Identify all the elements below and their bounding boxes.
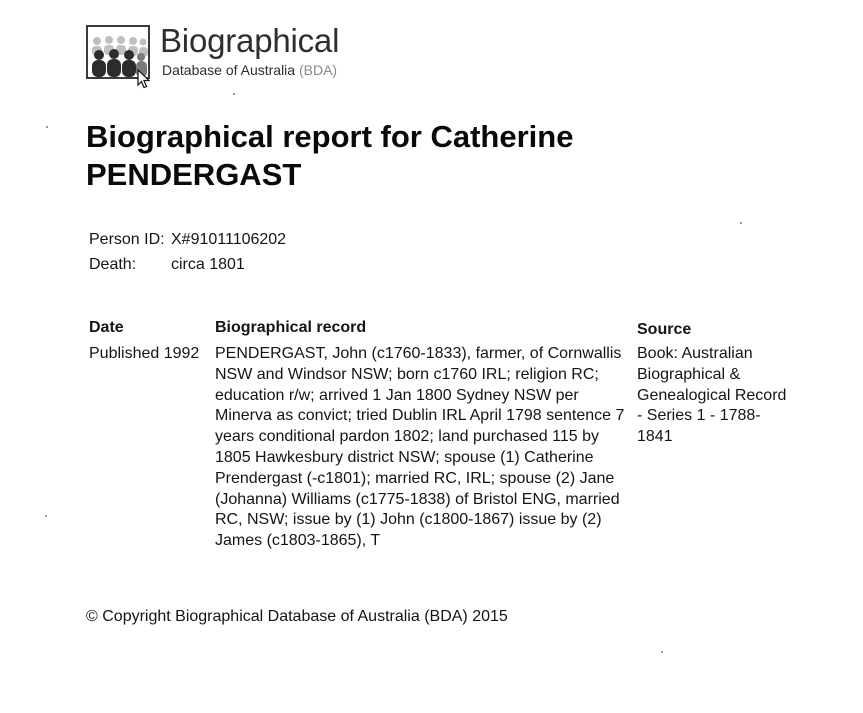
record-date: Published 1992	[89, 345, 200, 362]
source-column-header: Source	[637, 321, 692, 338]
scan-speck	[661, 651, 663, 653]
death-value: circa 1801	[171, 256, 245, 273]
mouse-pointer-icon	[137, 69, 151, 89]
scan-speck	[233, 93, 235, 95]
bda-logo[interactable]	[86, 23, 376, 87]
logo-title: Biographical	[160, 22, 340, 59]
logo-abbreviation: (BDA)	[298, 62, 338, 78]
logo-subtitle	[162, 62, 337, 78]
death-label: Death:	[89, 256, 137, 273]
record-text: PENDERGAST, John (c1760-1833), farmer, of Cornwallis NSW and Windsor NSW; born c1760 IRL; religion RC; education r/w; arrived 1 Jan 1800 Sydney NSW per Minerva as convict; tried Dublin IRL April 1798 sentence 7 years conditional pardon 1802; land purchased 115 by 1805 Hawkesbury district NSW; spouse (1) Catherine Prendergast (-c1801); married RC, IRL; spouse (2) Jane (Johanna) Williams (c1775-1838) of Bristol ENG, married RC, NSW; issue by (1) John (c1800-1867) issue by (2) James (c1803-1865), T	[215, 345, 625, 550]
records-table	[89, 317, 809, 583]
death-row	[89, 252, 286, 277]
table-row	[89, 343, 809, 583]
report-title: Biographical report for Catherine PENDERGAST	[86, 119, 574, 192]
date-column-header: Date	[89, 319, 124, 336]
person-details	[89, 227, 286, 277]
person-id-row	[89, 227, 286, 252]
record-column-header: Biographical record	[215, 319, 367, 336]
record-source: Book: Australian Biographical & Genealogical Record - Series 1 - 1788-1841	[637, 345, 787, 446]
person-id-value: X#91011106202	[171, 231, 287, 248]
scan-speck	[740, 222, 742, 224]
scan-speck	[46, 126, 48, 128]
logo-subtitle-text: Database of Australia	[162, 62, 296, 78]
records-table-header	[89, 317, 809, 343]
copyright-notice: © Copyright Biographical Database of Australia (BDA) 2015	[86, 608, 508, 625]
person-id-label: Person ID:	[89, 231, 165, 248]
scan-speck	[45, 515, 47, 517]
